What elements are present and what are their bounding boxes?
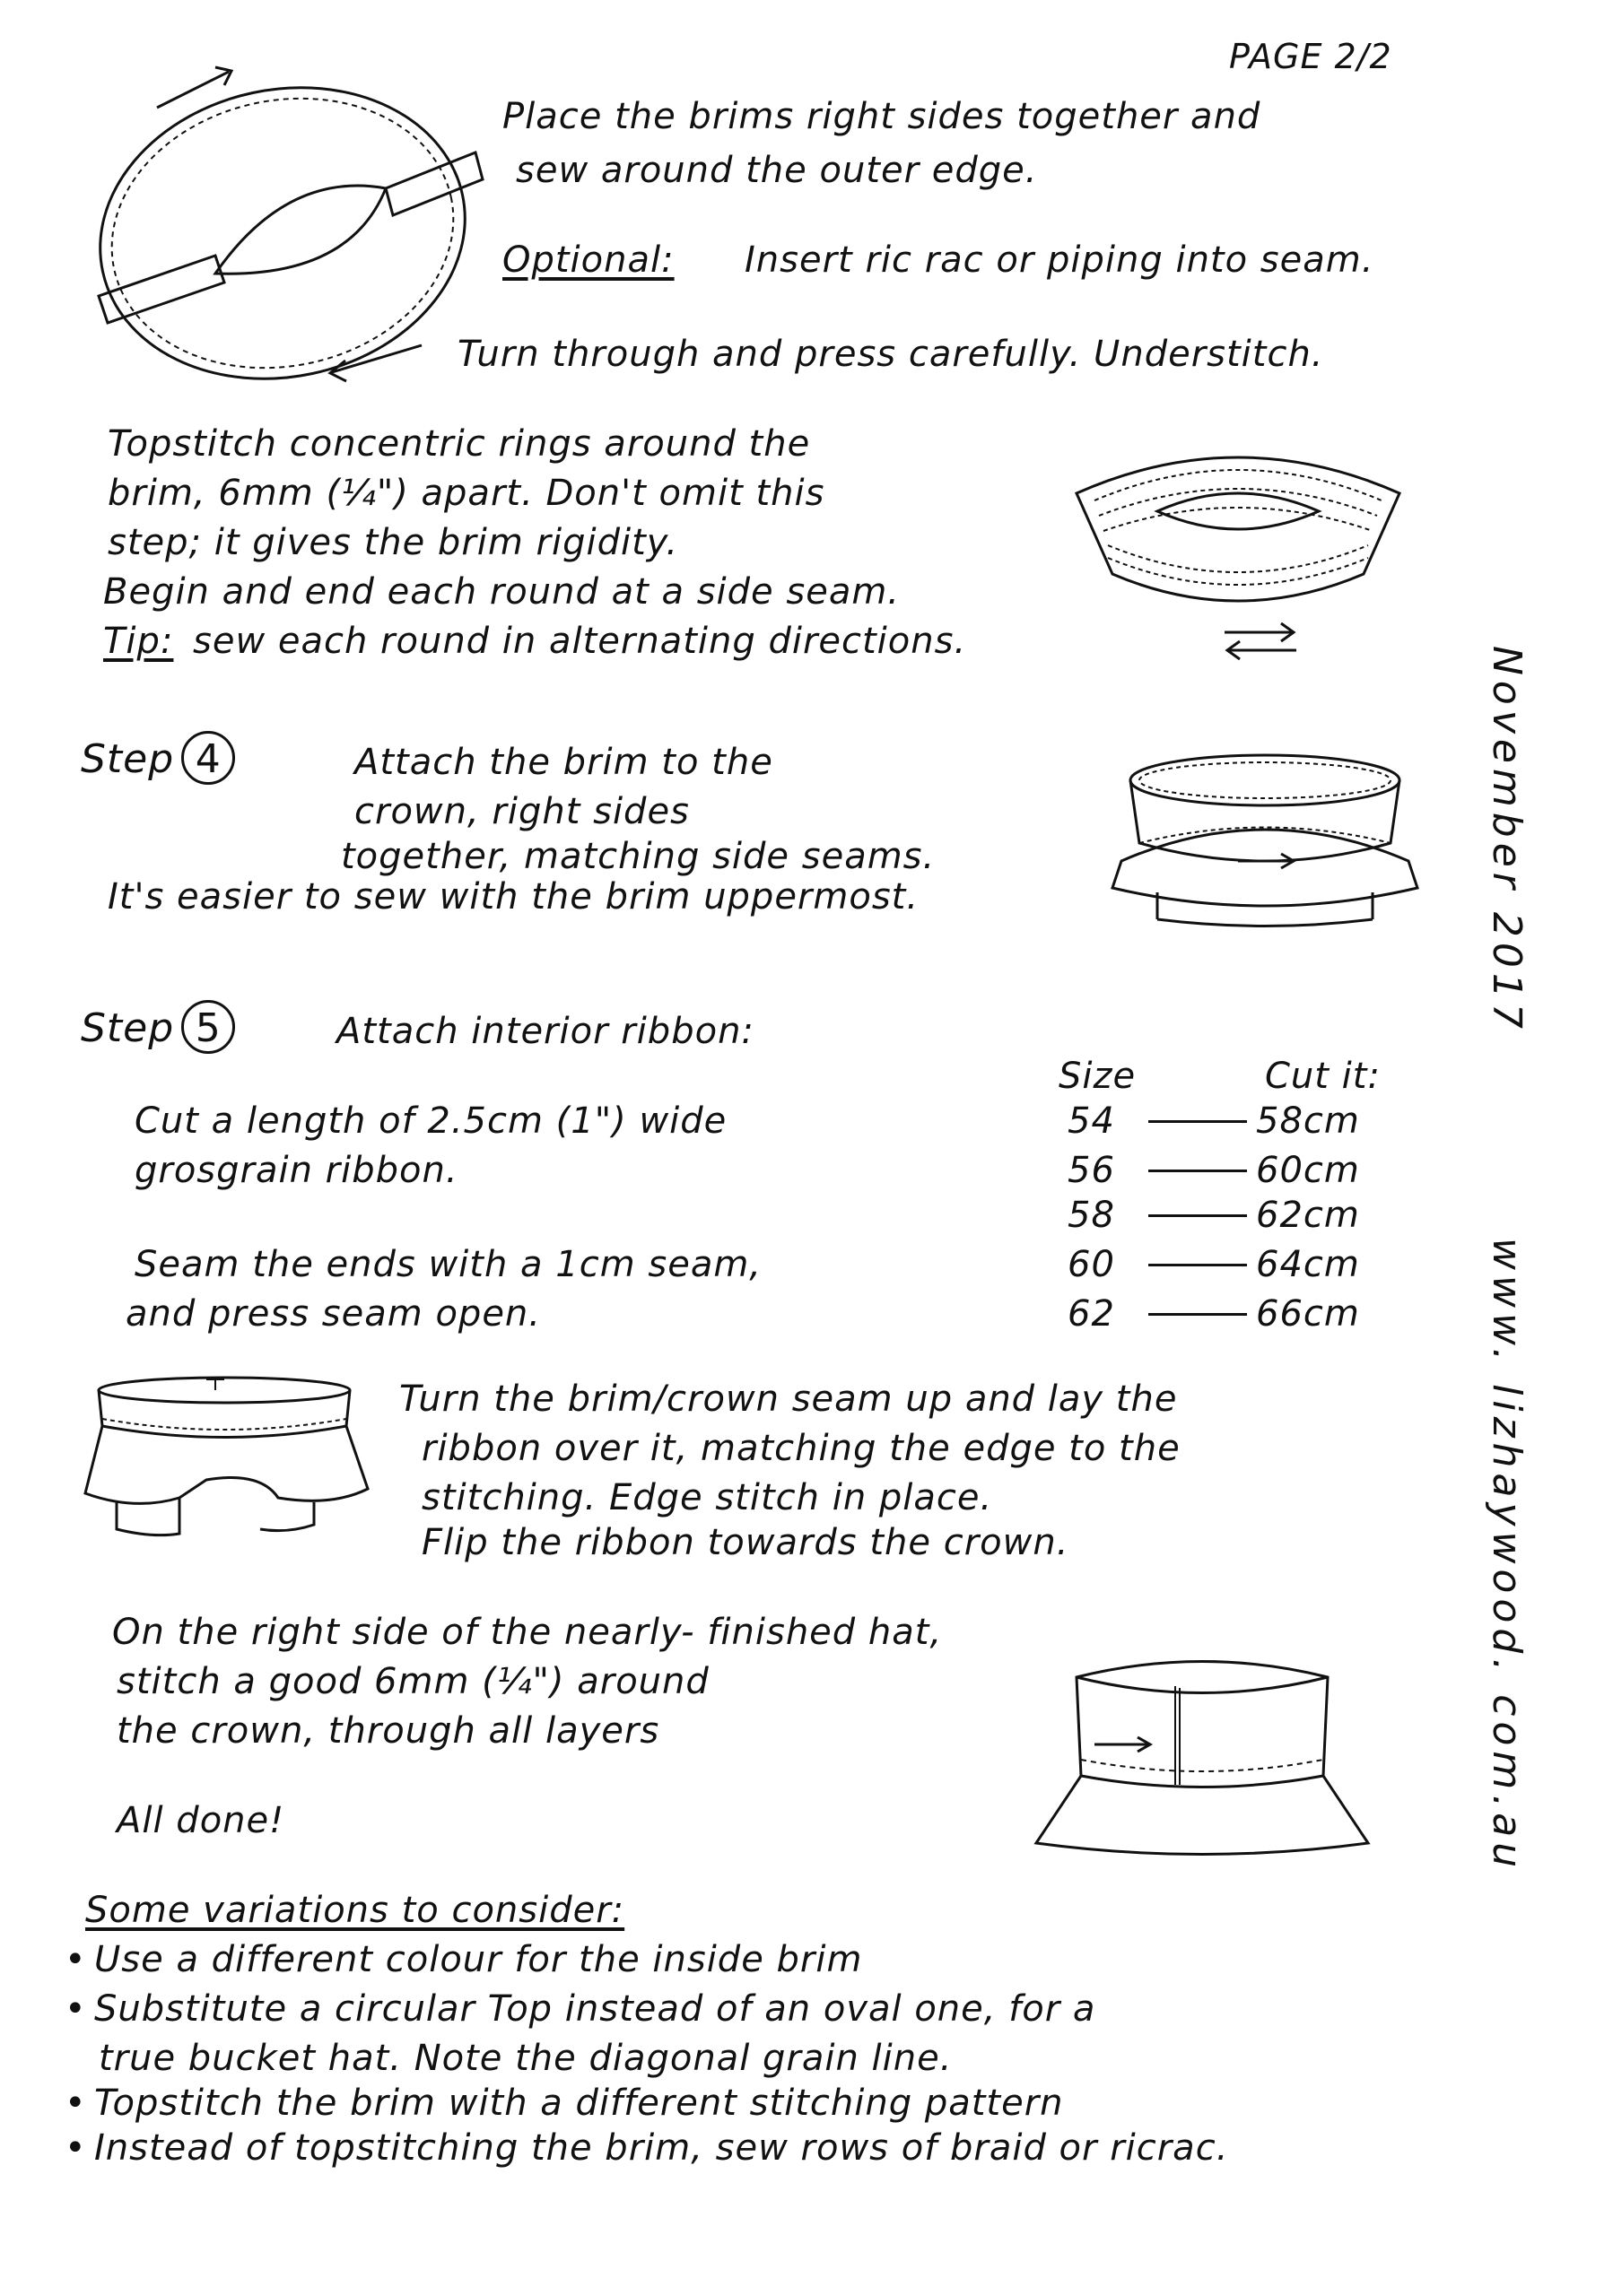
table-row: [1059, 1242, 1417, 1287]
topstitch-line2: brim, 6mm (¼") apart. Don't omit this: [108, 473, 825, 514]
step4-line1: Attach the brim to the: [354, 742, 773, 783]
cut-line2: grosgrain ribbon.: [135, 1150, 458, 1191]
table-row: [1059, 1193, 1417, 1238]
bullet: •: [65, 1988, 87, 2030]
brim-oval-illustration: [81, 54, 502, 395]
step4-line2: crown, right sides: [354, 791, 690, 832]
size-cell: 56: [1068, 1150, 1115, 1191]
size-cell: 54: [1068, 1100, 1115, 1142]
cut-line1: Cut a length of 2.5cm (1") wide: [135, 1100, 728, 1142]
step4-heading: [81, 731, 235, 787]
variation-item: Use a different colour for the inside brim: [94, 1939, 863, 1980]
seam-line1: Seam the ends with a 1cm seam,: [135, 1244, 763, 1285]
topstitched-brim-illustration: [1068, 439, 1408, 610]
step4-line3: together, matching side seams.: [341, 836, 936, 877]
finished-hat-illustration: [1023, 1641, 1382, 1857]
table-row: [1059, 1148, 1417, 1193]
step5-label: Step: [81, 1005, 175, 1051]
size-header: Size: [1059, 1056, 1137, 1097]
cut-cell: 66cm: [1256, 1293, 1360, 1335]
size-cell: 58: [1068, 1195, 1115, 1236]
turn-line1: Turn the brim/crown seam up and lay the: [399, 1378, 1178, 1420]
size-cell: 60: [1068, 1244, 1115, 1285]
variations-title: Some variations to consider:: [85, 1890, 625, 1931]
optional-text: Insert ric rac or piping into seam.: [745, 239, 1374, 281]
brim-crown-illustration: [1103, 744, 1426, 942]
cut-cell: 58cm: [1256, 1100, 1360, 1142]
variation-item: Topstitch the brim with a different stitching pattern: [94, 2083, 1064, 2124]
brim-instruction-line1: Place the brims right sides together and: [502, 96, 1261, 137]
step4-label: Step: [81, 736, 175, 782]
variation-item: Instead of topstitching the brim, sew rows of braid or ricrac.: [94, 2127, 1229, 2169]
variation-item: true bucket hat. Note the diagonal grain line.: [99, 2038, 953, 2079]
alternating-arrows-icon: [1220, 619, 1301, 664]
bullet: •: [65, 2083, 87, 2124]
bullet: •: [65, 2127, 87, 2169]
step4-number: 4: [181, 731, 235, 785]
optional-label: Optional:: [502, 239, 675, 281]
step5-number: 5: [181, 1000, 235, 1054]
step5-heading: [81, 1000, 235, 1057]
side-url: www. lizhaywood. com.au: [1484, 1238, 1530, 1874]
topstitch-line1: Topstitch concentric rings around the: [108, 423, 811, 465]
turn-line3: stitching. Edge stitch in place.: [422, 1477, 993, 1518]
bullet: •: [65, 1939, 87, 1980]
turn-line4: Flip the ribbon towards the crown.: [422, 1522, 1069, 1563]
brim-instruction-line2: sew around the outer edge.: [516, 150, 1038, 191]
cut-header: Cut it:: [1265, 1056, 1381, 1097]
size-cell: 62: [1068, 1293, 1115, 1335]
cut-cell: 60cm: [1256, 1150, 1360, 1191]
step5-title: Attach interior ribbon:: [336, 1011, 754, 1052]
page-label: PAGE 2/2: [1229, 37, 1392, 76]
variation-item: Substitute a circular Top instead of an oval one, for a: [94, 1988, 1096, 2030]
step4-line4: It's easier to sew with the brim uppermost.: [108, 876, 920, 918]
seam-line2: and press seam open.: [126, 1293, 541, 1335]
tip-text: sew each round in alternating directions.: [193, 621, 967, 662]
tip-label: Tip:: [103, 621, 174, 662]
finish-line3: the crown, through all layers: [117, 1710, 660, 1752]
all-done: All done!: [117, 1800, 285, 1841]
turn-line2: ribbon over it, matching the edge to the: [422, 1428, 1181, 1469]
table-row: [1059, 1099, 1417, 1144]
side-date: November 2017: [1484, 646, 1530, 1034]
topstitch-line3: step; it gives the brim rigidity.: [108, 522, 679, 563]
ribbon-seam-illustration: [81, 1363, 377, 1543]
cut-cell: 64cm: [1256, 1244, 1360, 1285]
topstitch-line4: Begin and end each round at a side seam.: [103, 571, 901, 613]
finish-line2: stitch a good 6mm (¼") around: [117, 1661, 710, 1702]
finish-line1: On the right side of the nearly- finished hat,: [112, 1612, 943, 1653]
press-instruction: Turn through and press carefully. Understitch.: [458, 334, 1324, 375]
table-row: [1059, 1292, 1417, 1336]
cut-cell: 62cm: [1256, 1195, 1360, 1236]
